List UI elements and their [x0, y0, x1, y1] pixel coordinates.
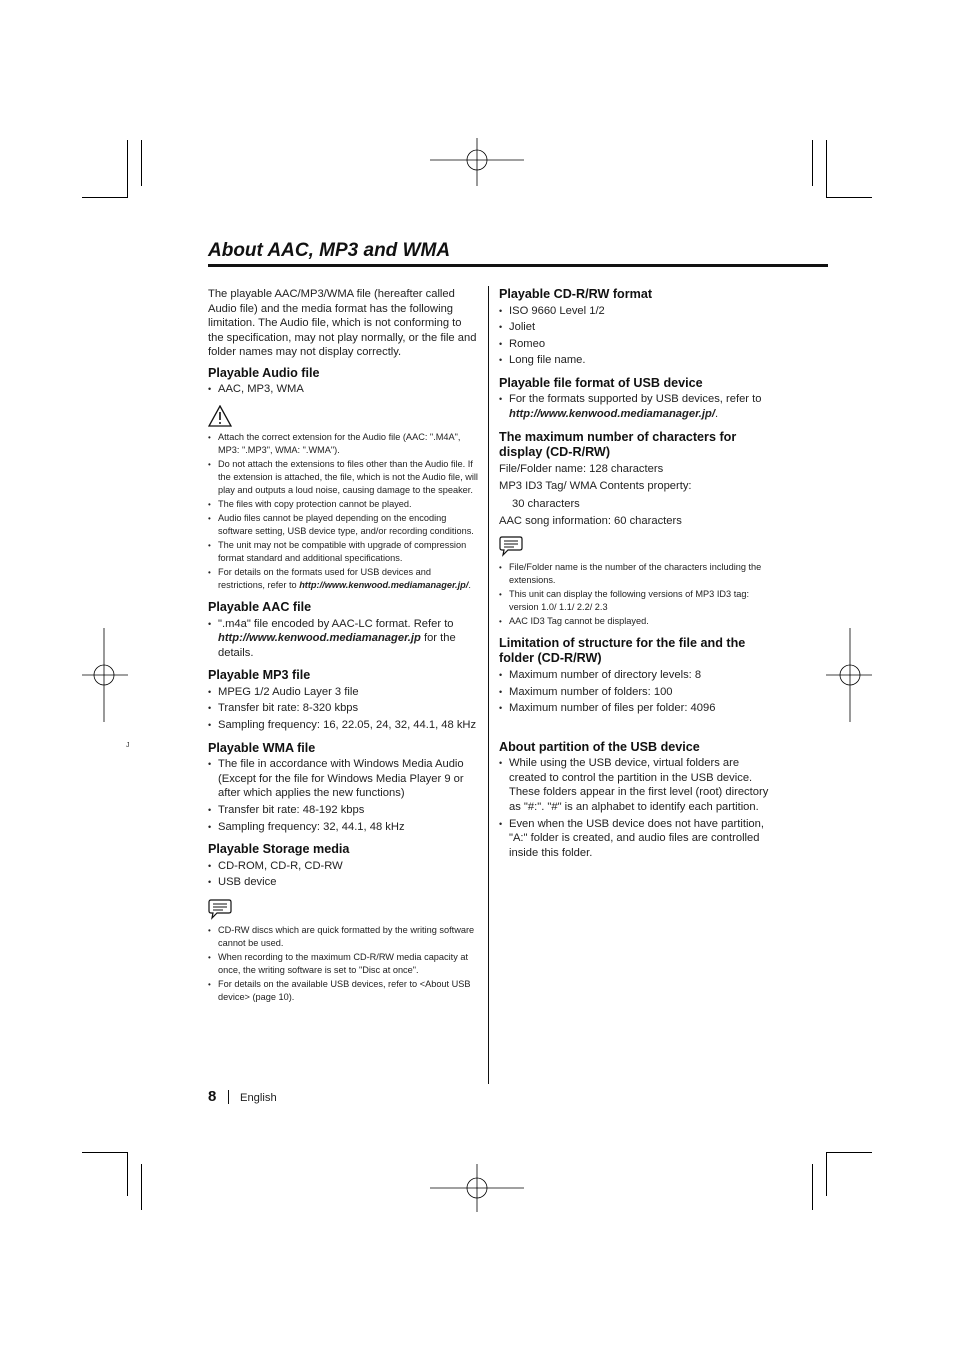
list-item: • USB device: [208, 875, 480, 890]
structure-list: [499, 668, 774, 716]
storage-notes-list: [208, 924, 480, 1004]
text-span: For the formats supported by USB devices, refer to: [509, 393, 762, 406]
maxchars-notes-list: [499, 561, 774, 628]
right-column: [499, 287, 774, 862]
registration-mark-right: [826, 628, 872, 722]
heading-structure-limit: Limitation of structure for the file and the folder (CD-R/RW): [499, 635, 746, 666]
list-item: • CD-RW discs which are quick formatted by the writing software cannot be used.: [208, 924, 480, 950]
text-span: .: [714, 407, 719, 420]
registration-mark-top: [430, 138, 524, 186]
wma-list: [208, 757, 480, 834]
registration-mark-bottom: [430, 1164, 524, 1212]
heading-playable-cdrw: Playable CD-R/RW format: [499, 287, 653, 301]
column-divider: [488, 286, 489, 1084]
heading-playable-mp3: Playable MP3 file: [208, 668, 311, 683]
heading-usb-partition: About partition of the USB device: [499, 739, 700, 754]
list-item: • Do not attach the extensions to files other than the Audio file. If the extension is attached, the file, which is not the Audio file, will play and outputs a loud noise, causing damage to the speaker.: [208, 458, 480, 497]
list-item: • Even when the USB device does not have partition, "A:" folder is created, and audio files are controlled inside this folder.: [499, 817, 774, 861]
footer-separator: [228, 1090, 229, 1104]
aac-list: [208, 617, 480, 661]
list-item: • Sampling frequency: 16, 22.05, 24, 32, 44.1, 48 kHz: [208, 718, 480, 733]
text-span: for the details.: [218, 632, 456, 659]
text-span: ".m4a" file encoded by AAC-LC format. Refer to: [218, 617, 454, 630]
heading-playable-storage: Playable Storage media: [208, 842, 350, 857]
list-item: • While using the USB device, virtual folders are created to control the partition in the USB device. These folders appear in the first level (root) directory as "#:". "#" is an alphabet to identify each partition.: [499, 756, 774, 814]
list-item: • When recording to the maximum CD-R/RW media capacity at once, the writing software is set to "Disc at once".: [208, 951, 480, 977]
text-span: .: [468, 580, 471, 591]
list-item: • The file in accordance with Windows Media Audio (Except for the file for Windows Media Player 9 or after which applies the new functions): [208, 757, 480, 801]
list-item: • The unit may not be compatible with upgrade of compression format standard and additional specifications.: [208, 539, 480, 565]
page-number: 8: [208, 1088, 217, 1105]
spacer: [499, 718, 774, 732]
list-item: • Transfer bit rate: 48-192 kbps: [208, 803, 480, 818]
footer-language: English: [240, 1092, 277, 1104]
list-item: • AAC, MP3, WMA: [208, 382, 480, 397]
text-span: For details on the formats used for USB devices and restrictions, refer to: [218, 567, 431, 591]
list-item: [499, 392, 774, 421]
heading-playable-aac: Playable AAC file: [208, 600, 312, 615]
heading-usb-format: Playable file format of USB device: [499, 375, 703, 390]
list-item: • Sampling frequency: 32, 44.1, 48 kHz: [208, 820, 480, 835]
list-item: [208, 566, 480, 592]
list-item: • Attach the correct extension for the Audio file (AAC: ".M4A", MP3: ".MP3", WMA: ".WMA").: [208, 431, 480, 457]
note-icon: [499, 535, 774, 559]
intro-paragraph: The playable AAC/MP3/WMA file (hereafter called Audio file) and the media format has the following limitation. The Audio file, which is not conforming to the specification, may not play normally, or the file and folder names may not display correctly.: [208, 288, 477, 359]
list-item: • MPEG 1/2 Audio Layer 3 file: [208, 685, 480, 700]
mediamanager-link[interactable]: http://www.kenwood.mediamanager.jp/: [299, 580, 469, 591]
heading-playable-wma: Playable WMA file: [208, 740, 316, 755]
list-item: [208, 617, 480, 661]
list-item: • Romeo: [499, 337, 774, 352]
list-item: • File/Folder name is the number of the characters including the extensions.: [499, 561, 774, 587]
mediamanager-link[interactable]: http://www.kenwood.mediamanager.jp: [218, 632, 421, 645]
note-icon: [208, 898, 480, 922]
maxchars-line: MP3 ID3 Tag/ WMA Contents property:: [499, 480, 692, 493]
maxchars-line: 30 characters: [512, 497, 580, 510]
stray-mark: J: [126, 742, 130, 749]
maxchars-line: AAC song information: 60 characters: [499, 515, 682, 528]
cdrw-list: [499, 304, 774, 368]
audio-warnings-list: [208, 431, 480, 592]
heading-playable-audio: Playable Audio file: [208, 365, 320, 380]
list-item: • For details on the available USB devices, refer to <About USB device> (page 10).: [208, 978, 480, 1004]
caution-icon: [208, 405, 480, 429]
storage-list: [208, 859, 480, 890]
list-item: • Maximum number of directory levels: 8: [499, 668, 774, 683]
usbformat-list: [499, 392, 774, 421]
registration-mark-left: [82, 628, 128, 722]
partition-list: [499, 756, 774, 860]
left-column: [208, 287, 480, 1005]
list-item: • Long file name.: [499, 353, 774, 368]
list-item: • This unit can display the following versions of MP3 ID3 tag: version 1.0/ 1.1/ 2.2/ 2.3: [499, 588, 774, 614]
list-item: • CD-ROM, CD-R, CD-RW: [208, 859, 480, 874]
list-item: • Joliet: [499, 320, 774, 335]
list-item: • ISO 9660 Level 1/2: [499, 304, 774, 319]
audio-list: [208, 382, 480, 397]
list-item: • AAC ID3 Tag cannot be displayed.: [499, 615, 774, 628]
list-item: • Audio files cannot be played depending on the encoding software setting, USB device type, and/or recording conditions.: [208, 512, 480, 538]
mp3-list: [208, 685, 480, 733]
list-item: • Maximum number of folders: 100: [499, 685, 774, 700]
maxchars-line: File/Folder name: 128 characters: [499, 462, 664, 475]
mediamanager-link[interactable]: http://www.kenwood.mediamanager.jp/: [509, 407, 715, 420]
heading-max-chars: The maximum number of characters for display (CD-R/RW): [499, 429, 737, 460]
page-title: About AAC, MP3 and WMA: [208, 240, 451, 261]
list-item: • Transfer bit rate: 8-320 kbps: [208, 701, 480, 716]
list-item: • The files with copy protection cannot be played.: [208, 498, 480, 511]
title-rule: [208, 264, 828, 267]
list-item: • Maximum number of files per folder: 4096: [499, 701, 774, 716]
